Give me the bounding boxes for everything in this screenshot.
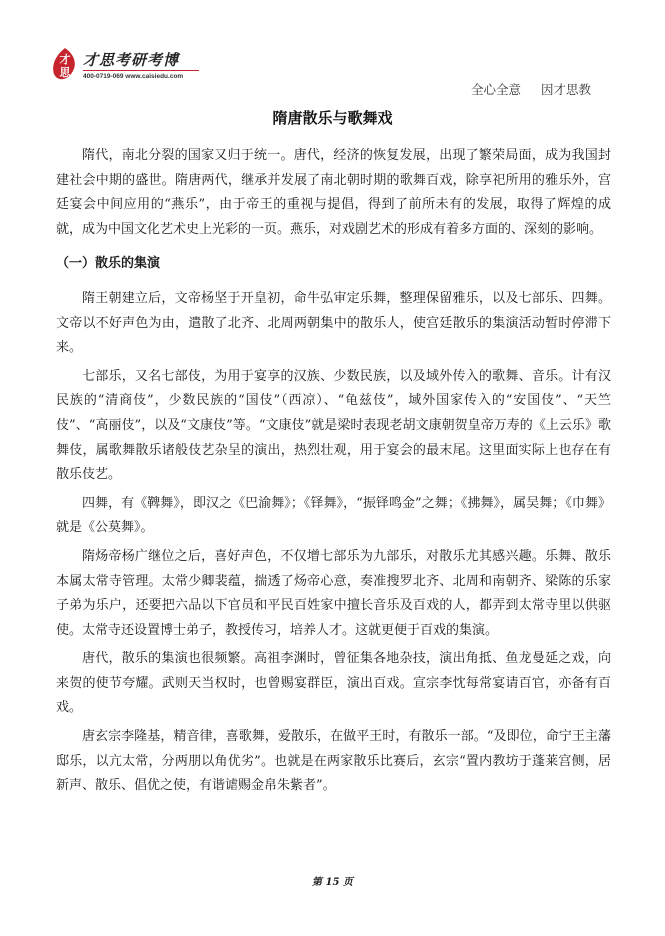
paragraph-4: 隋炀帝杨广继位之后，喜好声色，不仅增七部乐为九部乐，对散乐尤其感兴趣。乐舞、散乐本属太常寺管理。太常少卿裴蕴，揣透了炀帝心意，奏准搜罗北齐、北周和南朝齐、梁陈的乐家子弟为乐户，还要把六品以下官员和平民百姓家中擅长音乐及百戏的人，都弄到太常寺里以供驱使。太常寺还设置博士弟子，教授传习，培养人才。这就更便于百戏的集演。 — [56, 548, 611, 638]
intro-paragraph: 隋代，南北分裂的国家又归于统一。唐代，经济的恢复发展，出现了繁荣局面，成为我国封建社会中期的盛世。隋唐两代，继承并发展了南北朝时期的歌舞百戏，除享祀所用的雅乐外，宫廷宴会中间应用的“燕乐”，由于帝王的重视与提倡，得到了前所未有的发展，取得了辉煌的成就，成为中国文化艺术史上光彩的一页。燕乐，对戏剧艺术的形成有着多方面的、深刻的影响。 — [56, 148, 611, 237]
brand-name: 才思考研考博 — [83, 51, 180, 69]
document-body — [56, 144, 611, 799]
paragraph-1: 隋王朝建立后，文帝杨坚于开皇初，命牛弘审定乐舞，整理保留雅乐，以及七部乐、四舞。文帝以不好声色为由，遣散了北齐、北周两朝集中的散乐人，使宫廷散乐的集演活动暂时停滞下来。 — [56, 290, 611, 356]
logo-char-2: 思 — [59, 66, 71, 79]
paragraph-6: 唐玄宗李隆基，精音律，喜歌舞，爱散乐，在做平王时，有散乐一部。“及即位，命宁王主藩邸乐，以亢太常，分两朋以角优劣”。也就是在两家散乐比赛后，玄宗“置内教坊于蓬莱宫侧，居新声、散乐、倡优之使，有谐谑赐金帛朱紫者”。 — [56, 729, 611, 794]
logo-char-1: 才 — [59, 53, 71, 66]
paragraph-3: 四舞，有《鞞舞》，即汉之《巴渝舞》；《铎舞》，“振铎鸣金”之舞；《拂舞》，属吴舞；《巾舞》就是《公莫舞》。 — [56, 495, 611, 536]
logo-seal-icon — [52, 47, 78, 83]
section-heading: （一）散乐的集演 — [56, 256, 161, 272]
page-title: 隋唐散乐与歌舞戏 — [272, 109, 393, 127]
logo — [52, 47, 202, 85]
logo-divider — [83, 70, 199, 71]
contact-info: 400-0719-069 www.caisiedu.com — [83, 73, 184, 80]
paragraph-2: 七部乐，又名七部伎，为用于宴享的汉族、少数民族，以及域外传入的歌舞、音乐。计有汉民族的“清商伎”，少数民族的“国伎”（西凉）、“龟兹伎”，域外国家传入的“安国伎”、“天竺伎”、“高丽伎”，以及“文康伎”等。“文康伎”就是梁时表现老胡文康朝贺皇帝万寿的《上云乐》歌舞伎，属歌舞散乐诸般伎艺杂呈的演出，热烈壮观，用于宴会的最末尾。这里面实际上也存在有散乐伎艺。 — [56, 368, 611, 483]
paragraph-5: 唐代，散乐的集演也很频繁。高祖李渊时，曾征集各地杂技，演出角抵、鱼龙曼延之戏，向来贺的使节夸耀。武则天当权时，也曾赐宴群臣，演出百戏。宣宗李忱每常宴请百官，亦备有百戏。 — [56, 651, 611, 716]
page-number: 第 15 页 — [312, 877, 353, 888]
header-motto: 全心全意 因才思教 — [471, 82, 591, 97]
